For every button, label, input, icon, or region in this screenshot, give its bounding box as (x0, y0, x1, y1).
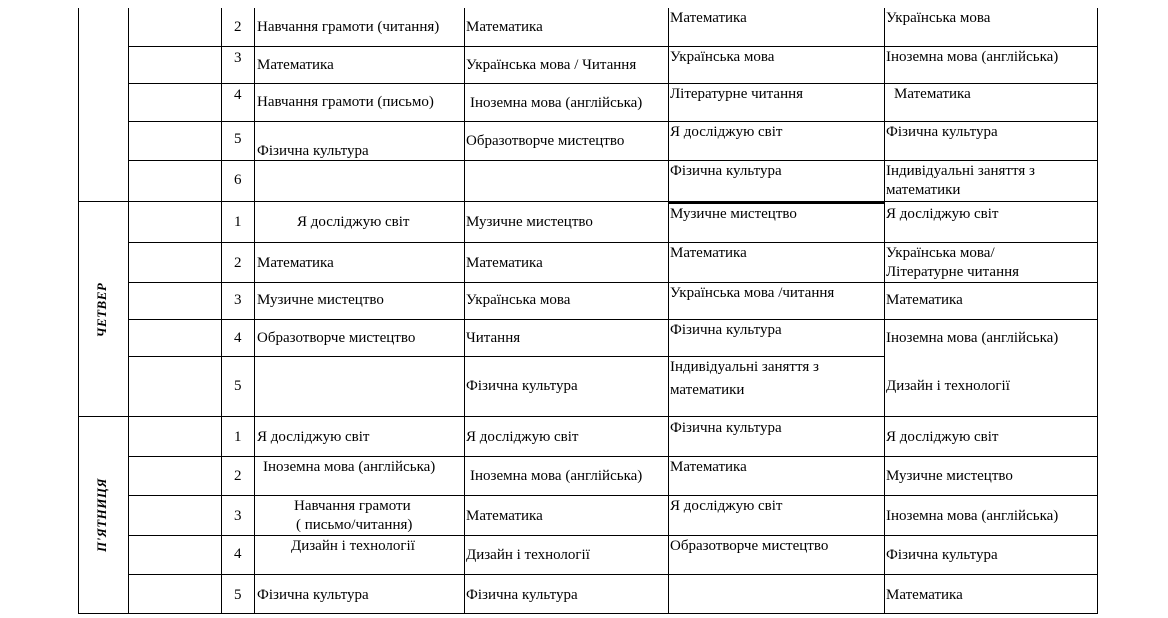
lesson-cell: Дизайн і технології (886, 378, 1010, 394)
grid-line (128, 574, 1098, 575)
lesson-number: 3 (234, 292, 242, 308)
lesson-cell: Образотворче мистецтво (466, 133, 625, 149)
grid-line (128, 356, 885, 357)
grid-line (128, 83, 1098, 84)
lesson-number: 5 (234, 378, 242, 394)
lesson-cell: Українська мова (670, 49, 775, 65)
lesson-cell: Математика (257, 255, 334, 271)
grid-line (128, 282, 1098, 283)
grid-line (128, 121, 1098, 122)
lesson-cell: Навчання грамоти (294, 498, 411, 514)
lesson-cell: Я досліджую світ (257, 429, 370, 445)
lesson-cell: Я досліджую світ (670, 498, 783, 514)
grid-line (128, 160, 1098, 161)
lesson-cell: Українська мова /читання (670, 285, 835, 301)
lesson-number: 5 (234, 587, 242, 603)
lesson-cell: Я досліджую світ (297, 214, 410, 230)
lesson-number: 3 (234, 508, 242, 524)
lesson-cell: Іноземна мова (англійська) (470, 95, 643, 111)
lesson-cell: Українська мова / Читання (466, 57, 637, 73)
day-label-thursday: ЧЕТВЕР (94, 282, 109, 338)
lesson-number: 6 (234, 172, 242, 188)
lesson-cell: Читання (466, 330, 521, 346)
lesson-cell: Математика (886, 587, 963, 603)
lesson-cell: математики (670, 382, 745, 398)
lesson-cell: Математика (466, 508, 543, 524)
lesson-cell: Я досліджую світ (466, 429, 579, 445)
lesson-cell: Українська мова/ (886, 245, 995, 261)
lesson-cell: Математика (886, 292, 963, 308)
lesson-cell: Українська мова (886, 10, 991, 26)
grid-line (78, 613, 129, 614)
grid-line (78, 201, 129, 202)
lesson-cell: Фізична культура (257, 587, 369, 603)
grid-line (78, 8, 79, 614)
lesson-cell: Я досліджую світ (886, 429, 999, 445)
lesson-cell: Іноземна мова (англійська) (886, 49, 1059, 65)
lesson-cell: Фізична культура (257, 143, 369, 159)
lesson-cell: Іноземна мова (англійська) (470, 468, 643, 484)
lesson-cell: Фізична культура (670, 322, 782, 338)
lesson-cell: Фізична культура (466, 587, 578, 603)
lesson-cell: Музичне мистецтво (257, 292, 384, 308)
lesson-number: 1 (234, 214, 242, 230)
lesson-cell: Фізична культура (670, 420, 782, 436)
lesson-cell: Навчання грамоти (письмо) (257, 94, 434, 110)
grid-line (668, 8, 669, 614)
grid-line (884, 201, 1098, 202)
lesson-cell: Математика (466, 255, 543, 271)
lesson-cell: Українська мова (466, 292, 571, 308)
lesson-cell: Образотворче мистецтво (257, 330, 416, 346)
grid-line (221, 8, 222, 614)
lesson-number: 1 (234, 429, 242, 445)
lesson-cell: Фізична культура (886, 547, 998, 563)
grid-line (128, 416, 1098, 417)
lesson-cell: Індивідуальні заняття з (886, 163, 1035, 179)
lesson-cell: Фізична культура (466, 378, 578, 394)
lesson-cell: Математика (670, 10, 747, 26)
lesson-cell: Я досліджую світ (670, 124, 783, 140)
lesson-cell: Музичне мистецтво (886, 468, 1013, 484)
grid-line (128, 201, 668, 202)
grid-line (78, 416, 129, 417)
lesson-cell: Математика (257, 57, 334, 73)
lesson-number: 2 (234, 468, 242, 484)
lesson-cell: Математика (466, 19, 543, 35)
lesson-cell: Образотворче мистецтво (670, 538, 829, 554)
grid-line (128, 535, 1098, 536)
grid-line (254, 8, 255, 614)
grid-line (1097, 8, 1098, 614)
lesson-cell: Фізична культура (670, 163, 782, 179)
lesson-number: 2 (234, 255, 242, 271)
lesson-cell: Навчання грамоти (читання) (257, 19, 440, 35)
lesson-cell: Математика (670, 459, 747, 475)
grid-line (128, 495, 1098, 496)
lesson-cell: Математика (670, 245, 747, 261)
lesson-number: 4 (234, 87, 242, 103)
lesson-number: 2 (234, 19, 242, 35)
lesson-cell: Літературне читання (670, 86, 804, 102)
grid-line (884, 8, 885, 614)
lesson-cell: Музичне мистецтво (466, 214, 593, 230)
lesson-cell: Я досліджую світ (886, 206, 999, 222)
grid-line (668, 201, 884, 204)
lesson-number: 4 (234, 330, 242, 346)
grid-line (128, 613, 1098, 614)
lesson-cell: Фізична культура (886, 124, 998, 140)
lesson-cell: Літературне читання (886, 264, 1020, 280)
schedule-table (78, 8, 1098, 614)
lesson-cell: Іноземна мова (англійська) (263, 459, 436, 475)
lesson-cell: ( письмо/читання) (296, 517, 413, 533)
day-label-friday: П'ЯТНИЦЯ (94, 478, 109, 552)
grid-line (464, 8, 465, 614)
grid-line (128, 242, 1098, 243)
grid-line (128, 456, 1098, 457)
lesson-cell: Дизайн і технології (291, 538, 415, 554)
grid-line (128, 319, 1098, 320)
lesson-cell: Іноземна мова (англійська) (886, 330, 1059, 346)
lesson-cell: Іноземна мова (англійська) (886, 508, 1059, 524)
lesson-cell: Математика (894, 86, 971, 102)
lesson-number: 4 (234, 546, 242, 562)
grid-line (128, 8, 129, 614)
lesson-number: 5 (234, 131, 242, 147)
lesson-cell: Індивідуальні заняття з (670, 359, 819, 375)
lesson-cell: математики (886, 182, 961, 198)
grid-line (128, 46, 1098, 47)
lesson-number: 3 (234, 50, 242, 66)
lesson-cell: Музичне мистецтво (670, 206, 797, 222)
lesson-cell: Дизайн і технології (466, 547, 590, 563)
